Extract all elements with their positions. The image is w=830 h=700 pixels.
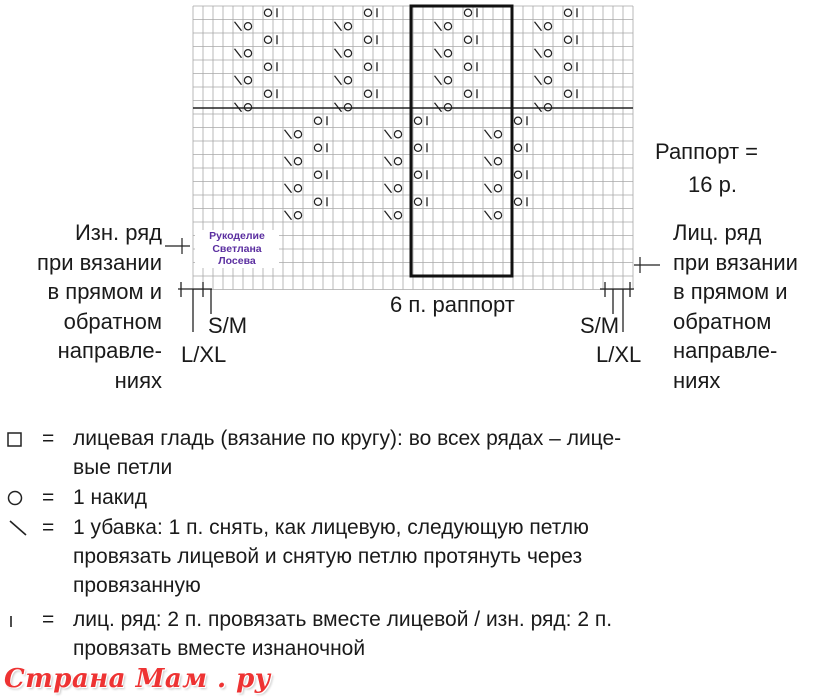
decrease-slash-icon [335,76,342,85]
decrease-slash-icon [535,22,542,31]
yarn-over-circle-icon [394,131,401,138]
empty-square-icon [6,424,24,453]
decrease-slash-icon [485,184,492,193]
yarn-over-circle-icon [414,144,421,151]
yarn-over-circle-icon [314,144,321,151]
yarn-over-circle-icon [264,36,271,43]
yarn-over-circle-icon [544,50,551,57]
decrease-slash-icon [335,22,342,31]
decrease-slash-icon [6,513,30,542]
decrease-slash-icon [435,22,442,31]
yarn-over-circle-icon [544,77,551,84]
yarn-over-circle-icon [314,171,321,178]
right-label-line: обратном [673,308,772,334]
decrease-slash-icon [285,184,292,193]
yarn-over-circle-icon [564,36,571,43]
size-label-sm-right: S/M [580,313,620,338]
yarn-over-circle-icon [294,131,301,138]
yarn-over-circle-icon [294,158,301,165]
size-label-lxl-left: L/XL [181,342,227,367]
decrease-slash-icon [485,211,492,220]
decrease-slash-icon [535,49,542,58]
decrease-slash-icon [385,157,392,166]
legend-equals: = [42,427,55,450]
decrease-slash-icon [385,211,392,220]
yarn-over-circle-icon [464,36,471,43]
right-label-line: ниях [673,367,721,393]
legend-text: лицевая гладь (вязание по кругу): во всех рядах – лице- вые петли [73,427,622,479]
author-line-2: Светлана [212,242,262,255]
legend-row-decrease [0,513,830,601]
legend-equals: = [42,486,55,509]
yarn-over-circle-icon [494,158,501,165]
yarn-over-circle-icon [294,185,301,192]
right-label-line: в прямом и [673,279,788,304]
decrease-slash-icon [535,76,542,85]
right-label-line: направле- [673,338,778,363]
legend-equals: = [42,516,55,539]
decrease-slash-icon [285,130,292,139]
legend-row-stockinette [0,424,830,482]
yarn-over-circle-icon [244,23,251,30]
author-credit [195,230,279,268]
yarn-over-circle-icon [464,9,471,16]
yarn-over-circle-icon [444,77,451,84]
decrease-slash-icon [285,211,292,220]
left-label-line: ниях [114,367,162,393]
yarn-over-circle-icon [444,23,451,30]
left-label-line: в прямом и [47,279,162,304]
legend-text: лиц. ряд: 2 п. провязать вместе лицевой / изн. ряд: 2 п. провязать вместе изнаночной [73,608,613,660]
watermark-logo: Страна Мам . ру [4,664,271,694]
right-label-line: Лиц. ряд [673,220,762,245]
yarn-over-circle-icon [314,198,321,205]
yarn-over-circle-icon [344,50,351,57]
yarn-over-circle-icon [494,212,501,219]
k2tog-bar-icon [6,605,24,634]
left-label-line: обратном [63,308,162,334]
yarn-over-circle-icon [294,212,301,219]
decrease-slash-icon [285,157,292,166]
legend-text: 1 убавка: 1 п. снять, как лицевую, следующую петлю провязать лицевой и снятую петлю протянуть через провязанную [73,516,589,597]
legend-row-yarn-over [0,483,830,512]
yarn-over-circle-icon [544,23,551,30]
yarn-over-circle-icon [464,90,471,97]
yarn-over-circle-icon [364,90,371,97]
size-label-sm-left: S/M [208,313,248,338]
yarn-over-circle-icon [264,9,271,16]
yarn-over-circle-icon [564,9,571,16]
legend-equals: = [42,608,55,631]
decrease-slash-icon [235,22,242,31]
legend-row-k2tog [0,605,830,663]
six-stitch-rapport-label: 6 п. раппорт [390,292,515,317]
yarn-over-circle-icon [414,198,421,205]
yarn-over-circle-icon [514,171,521,178]
decrease-slash-icon [235,49,242,58]
yarn-over-circle-icon [264,90,271,97]
decrease-slash-icon [435,76,442,85]
yarn-over-circle-icon [314,117,321,124]
author-line-3: Лосева [218,255,256,267]
yarn-over-circle-icon [414,171,421,178]
legend-text: 1 накид [73,486,147,509]
yarn-over-circle-icon [394,185,401,192]
yarn-over-circle-icon [464,63,471,70]
yarn-over-circle-icon [494,185,501,192]
yarn-over-circle-icon [564,90,571,97]
yarn-over-circle-icon [264,63,271,70]
yarn-over-circle-icon [364,36,371,43]
yarn-over-circle-icon [6,483,24,512]
yarn-over-circle-icon [344,77,351,84]
yarn-over-circle-icon [394,212,401,219]
yarn-over-circle-icon [564,63,571,70]
left-label-line: направле- [57,338,162,363]
author-line-1: Рукоделие [209,230,265,242]
decrease-slash-icon [385,184,392,193]
yarn-over-circle-icon [364,9,371,16]
yarn-over-circle-icon [494,131,501,138]
right-label-line: при вязании [673,249,798,275]
decrease-slash-icon [235,76,242,85]
yarn-over-circle-icon [244,77,251,84]
yarn-over-circle-icon [244,50,251,57]
decrease-slash-icon [435,49,442,58]
yarn-over-circle-icon [514,117,521,124]
decrease-slash-icon [485,157,492,166]
yarn-over-circle-icon [514,198,521,205]
left-label-line: при вязании [37,249,162,275]
yarn-over-circle-icon [364,63,371,70]
yarn-over-circle-icon [414,117,421,124]
rapport-label-line2: 16 р. [688,172,737,197]
decrease-slash-icon [485,130,492,139]
yarn-over-circle-icon [344,23,351,30]
wrong-side-row-label [0,218,162,395]
yarn-over-circle-icon [514,144,521,151]
left-label-line: Изн. ряд [74,220,162,245]
right-side-row-label [673,218,798,395]
size-label-lxl-right: L/XL [596,342,642,367]
decrease-slash-icon [335,49,342,58]
decrease-slash-icon [385,130,392,139]
yarn-over-circle-icon [394,158,401,165]
yarn-over-circle-icon [444,50,451,57]
rapport-label-line1: Раппорт = [655,139,759,164]
